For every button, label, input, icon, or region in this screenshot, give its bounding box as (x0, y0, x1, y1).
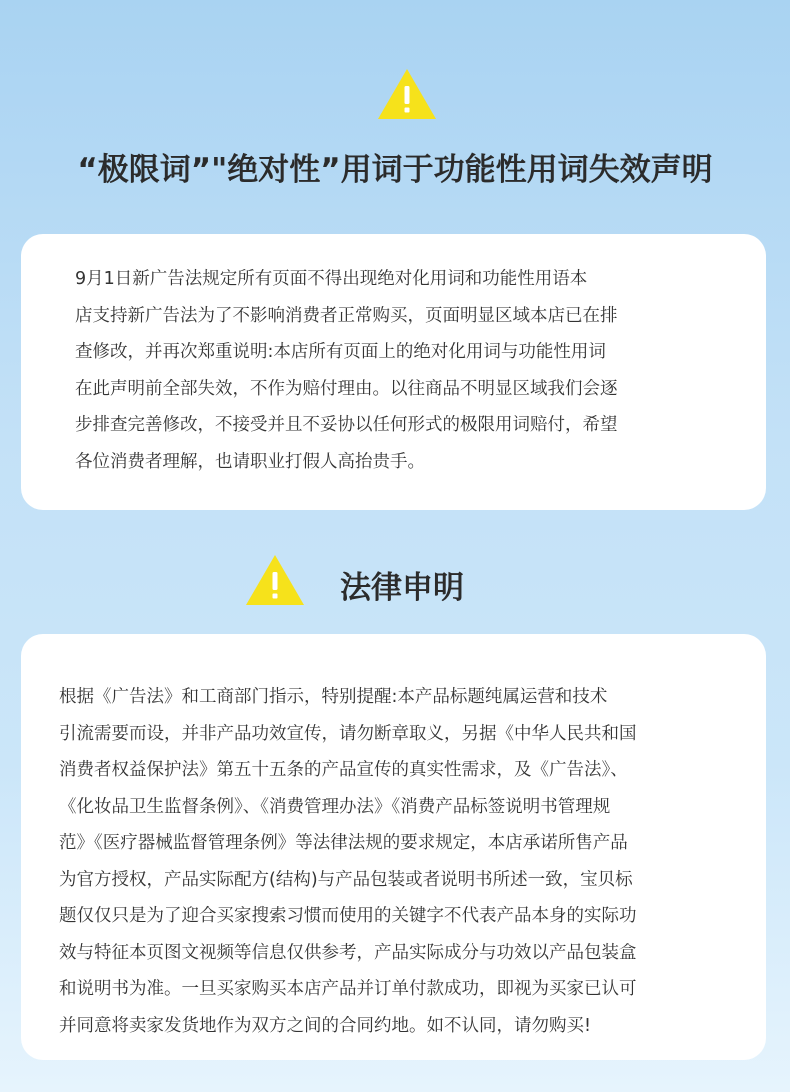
disclaimer-title: “极限词”"绝对性”用词于功能性用词失效声明 (77, 152, 713, 188)
paragraph-line: 题仅仅只是为了迎合买家搜索习惯而使用的关键字不代表产品本身的实际功 (59, 906, 637, 926)
paragraph-line: 为官方授权，产品实际配方(结构)与产品包装或者说明书所述一致，宝贝标 (59, 869, 633, 890)
disclaimer-card (21, 234, 766, 510)
legal-statement-paragraph (59, 679, 736, 1044)
legal-statement-card (21, 634, 766, 1060)
paragraph-line: 根据《广告法》和工商部门指示，特别提醒:本产品标题纯属运营和技术 (59, 687, 608, 707)
paragraph-line: 步排查完善修改，不接受并且不妥协以任何形式的极限用词赔付，希望 (75, 415, 618, 435)
warning-triangle-icon (378, 69, 436, 119)
paragraph-line: 消费者权益保护法》第五十五条的产品宣传的真实性需求，及《广告法》、 (59, 760, 628, 780)
paragraph-line: 查修改，并再次郑重说明:本店所有页面上的绝对化用词与功能性用词 (75, 342, 606, 362)
paragraph-line: 各位消费者理解，也请职业打假人高抬贵手。 (75, 451, 425, 472)
paragraph-line: 和说明书为准。一旦买家购买本店产品并订单付款成功，即视为买家已认可 (59, 979, 637, 999)
paragraph-line: 效与特征本页图文视频等信息仅供参考，产品实际成分与功效以产品包装盒 (59, 942, 637, 963)
paragraph-line: 并同意将卖家发货地作为双方之间的合同约地。如不认同，请勿购买! (59, 1015, 592, 1036)
paragraph-line: 范》《医疗器械监督管理条例》等法律法规的要求规定，本店承诺所售产品 (59, 833, 628, 853)
paragraph-line: 《化妆品卫生监督条例》、《消费管理办法》《消费产品标签说明书管理规 (59, 796, 611, 817)
paragraph-line: 店支持新广告法为了不影响消费者正常购买，页面明显区域本店已在排 (75, 305, 618, 326)
disclaimer-paragraph (75, 261, 726, 480)
legal-statement-title: 法律申明 (340, 570, 464, 606)
paragraph-line: 在此声明前全部失效，不作为赔付理由。以往商品不明显区域我们会逐 (75, 378, 618, 399)
paragraph-line: 引流需要而设，并非产品功效宣传，请勿断章取义，另据《中华人民共和国 (59, 723, 637, 744)
paragraph-line: 9月1日新广告法规定所有页面不得出现绝对化用词和功能性用语本 (75, 269, 588, 289)
warning-triangle-icon (246, 555, 304, 605)
